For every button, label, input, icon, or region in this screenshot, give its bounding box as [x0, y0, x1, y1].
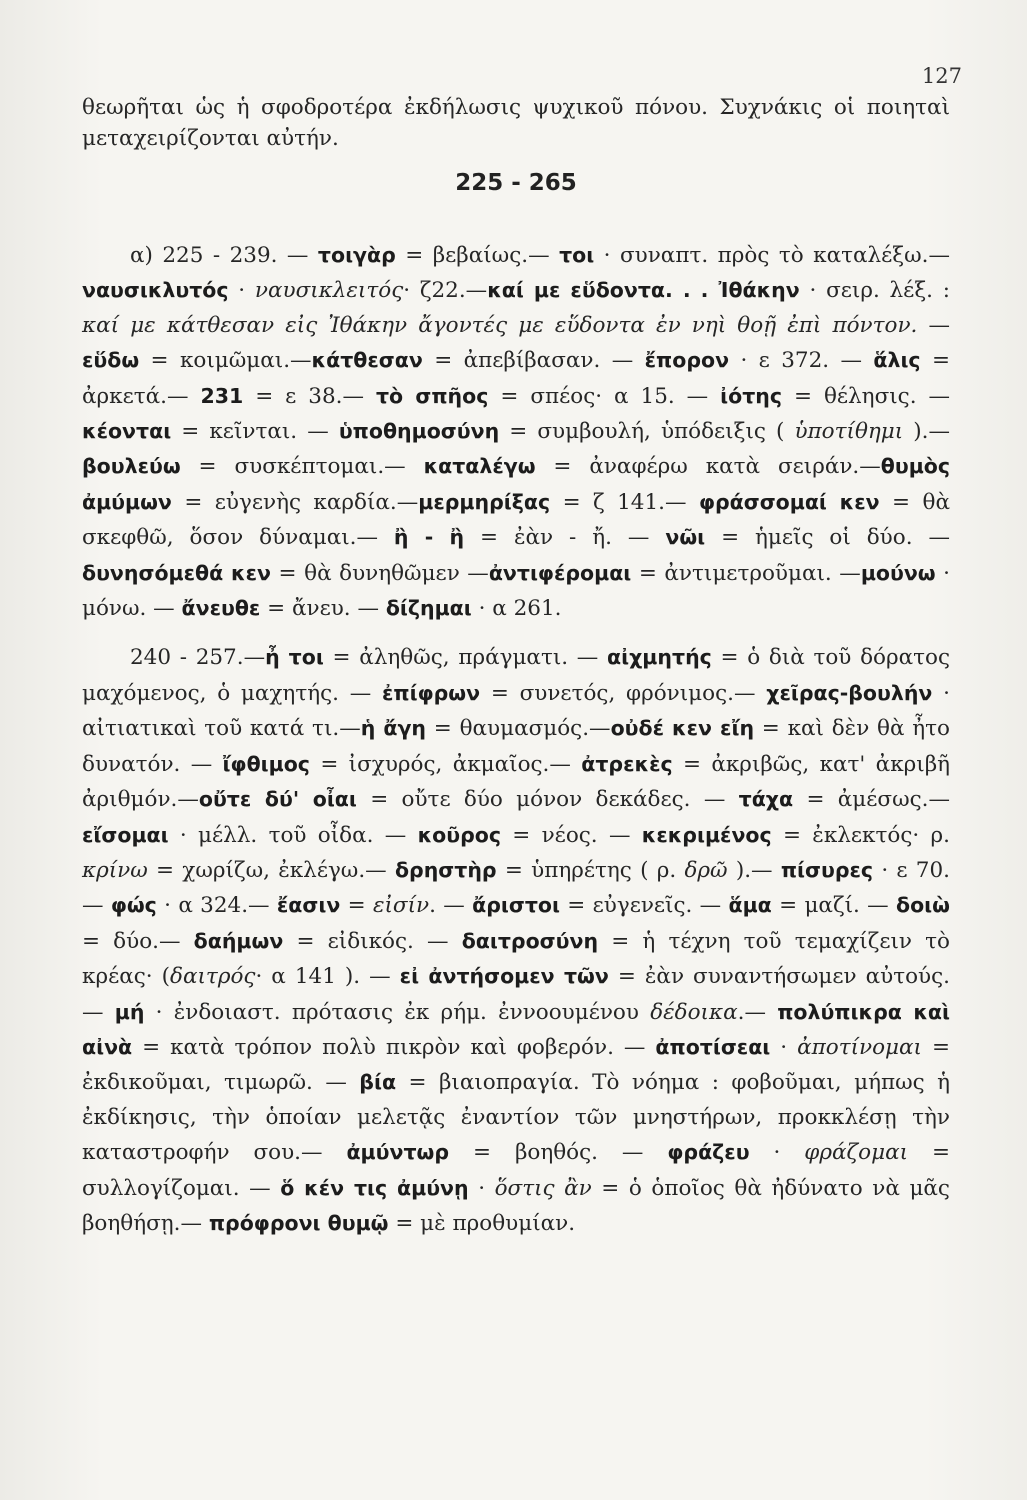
- gloss-text: = συνετός, φρόνιμος.—: [480, 680, 767, 706]
- gloss-text: = βοηθός. —: [449, 1140, 668, 1166]
- gloss-text: = ἀρκετά.—: [82, 348, 951, 409]
- lemma-term: ἰότης: [720, 383, 783, 408]
- gloss-text: · σειρ. λέξ. :: [799, 278, 950, 304]
- gloss-text: = ἐὰν - ἤ. —: [464, 525, 666, 551]
- gloss-text: = μαζί. —: [771, 893, 897, 919]
- lemma-term: δαιτροσύνη: [461, 928, 599, 953]
- gloss-text: = ἀμέσως.—: [793, 787, 950, 813]
- gloss-text: .—: [737, 999, 778, 1025]
- gloss-text: = θὰ δυνηθῶμεν —: [271, 560, 489, 586]
- gloss-text: · μέλλ. τοῦ οἶδα. —: [168, 822, 418, 848]
- lemma-term: ἄνευθε: [181, 596, 261, 621]
- lemma-term: κέονται: [82, 419, 172, 444]
- gloss-text: ).—: [727, 857, 781, 883]
- gloss-text: · ε 70. —: [82, 857, 950, 919]
- lemma-term: ἅλις: [873, 348, 921, 373]
- lemma-term: τὸ σπῆος: [375, 383, 489, 408]
- gloss-text: = ζ 141.—: [550, 489, 699, 515]
- lemma-term: βία: [359, 1070, 397, 1095]
- lemma-term: μούνω: [860, 560, 936, 585]
- page-body: [82, 92, 950, 1241]
- italic-text: ναυσικλειτός: [254, 278, 404, 304]
- italic-text: εἰσίν: [372, 893, 430, 919]
- gloss-text: = βιαιοπραγία. Τὸ νόημα : φοβοῦμαι, μήπως ἡ ἐκδίκησις, τὴν ὁποίαν μελετᾷς ἐναντίον τῶν μνηστήρων, προκκλέσῃ τὴν καταστροφήν σου.—: [82, 1070, 950, 1166]
- gloss-text: ·: [770, 1034, 798, 1060]
- gloss-text: = ἄνευ. —: [260, 596, 386, 622]
- italic-text: καί με κάτθεσαν εἰς Ἰθάκην ἄγοντές με εὕδοντα ἐν νηὶ θοῇ ἐπὶ πόντον.: [82, 312, 918, 338]
- lemma-term: ὑποθημοσύνη: [338, 419, 500, 444]
- lemma-term: τοιγὰρ: [317, 243, 396, 267]
- gloss-text: · ζ22.—: [403, 278, 488, 304]
- gloss-text: —: [917, 312, 951, 338]
- section-heading: 225 - 265: [455, 170, 577, 196]
- commentary-paragraph-2: [82, 640, 950, 1241]
- lemma-term: φράζευ: [667, 1140, 750, 1165]
- gloss-text: · αἰτιατικαὶ τοῦ κατά τι.—: [82, 680, 950, 742]
- gloss-text: = ἀντιμετροῦμαι. —: [631, 560, 861, 586]
- lemma-term: ἔπορον: [644, 348, 730, 373]
- gloss-text: = ἐκδικοῦμαι, τιμωρῶ. —: [82, 1034, 950, 1096]
- gloss-text: = θαυμασμός.—: [426, 716, 611, 742]
- lemma-term: μερμηρίξας: [418, 489, 551, 514]
- lemma-term: πίσυρες: [780, 857, 874, 882]
- gloss-text: ·: [468, 1175, 495, 1201]
- gloss-text: · α 324.—: [156, 893, 277, 919]
- lemma-term: πολύπικρα καὶ αἰνὰ: [82, 999, 951, 1059]
- italic-text: δαιτρός: [170, 964, 256, 990]
- lemma-term: ἐπίφρων: [381, 680, 481, 705]
- gloss-text: = συμβουλή, ὑπόδειξις (: [499, 419, 795, 445]
- lemma-term: αἰχμητής: [607, 645, 712, 670]
- page-number: 127: [921, 64, 962, 88]
- gloss-text: · ε 372. —: [729, 348, 874, 374]
- gloss-text: = σπέος· α 15. —: [488, 383, 721, 409]
- lemma-term: δαήμων: [193, 928, 284, 953]
- gloss-text: · συναπτ. πρὸς τὸ καταλέξω.—: [594, 243, 950, 268]
- lemma-term: δίζημαι: [385, 596, 472, 621]
- gloss-text: = ἀκριβῶς, κατ' ἀκριβῆ ἀριθμόν.—: [82, 751, 951, 813]
- gloss-text: = ἀναφέρω κατὰ σειράν.—: [535, 454, 881, 480]
- gloss-text: = βεβαίως.—: [395, 243, 560, 268]
- gloss-text: = οὔτε δύο μόνον δεκάδες. —: [356, 787, 739, 813]
- italic-text: δέδοικα: [650, 999, 738, 1025]
- gloss-text: = νέος. —: [500, 822, 642, 848]
- gloss-text: = μὲ προθυμίαν.: [388, 1210, 576, 1236]
- gloss-text: . —: [429, 893, 473, 919]
- gloss-text: = ἡ τέχνη τοῦ τεμαχίζειν τὸ κρέας· (: [82, 928, 950, 990]
- gloss-text: = εἰδικός. —: [283, 928, 462, 954]
- gloss-text: = ὁ διὰ τοῦ δόρατος μαχόμενος, ὁ μαχητής. —: [82, 645, 951, 706]
- lemma-term: τοι: [559, 243, 595, 267]
- italic-text: φράζομαι: [804, 1140, 909, 1166]
- gloss-text: ·: [228, 278, 255, 304]
- lemma-term: καταλέγω: [423, 454, 536, 479]
- lemma-term: βουλεύω: [82, 454, 181, 479]
- lemma-term: μή: [114, 999, 145, 1024]
- gloss-text: = κατὰ τρόπον πολὺ πικρὸν καὶ φοβερόν. —: [132, 1034, 656, 1060]
- italic-text: ὅστις ἂν: [494, 1175, 592, 1201]
- gloss-text: · ἐνδοιαστ. πρότασις ἐκ ρήμ. ἐννοουμένου: [144, 999, 651, 1025]
- gloss-text: = ἀληθῶς, πράγματι. —: [323, 645, 608, 671]
- gloss-text: 240 - 257.—: [130, 645, 266, 671]
- gloss-text: α) 225 - 239. —: [130, 243, 318, 268]
- gloss-text: · α 261.: [471, 596, 562, 622]
- italic-text: κρίνω: [82, 857, 148, 883]
- gloss-text: = συλλογίζομαι. —: [82, 1140, 950, 1201]
- lemma-term: κοῦρος: [417, 822, 501, 847]
- lemma-term: φώς: [110, 893, 157, 918]
- lemma-term: ἀτρεκὲς: [581, 751, 673, 776]
- lemma-term: ἔασιν: [276, 893, 341, 918]
- lemma-term: δοιὼ: [896, 893, 950, 918]
- gloss-text: =: [340, 893, 373, 919]
- gloss-text: = ὁ ὁποῖος θὰ ἠδύνατο νὰ μᾶς βοηθήσῃ.—: [82, 1175, 950, 1236]
- lemma-term: οὐδέ κεν εἴη: [610, 716, 755, 741]
- gloss-text: = ἡμεῖς οἱ δύο. —: [705, 525, 950, 551]
- lemma-term: ἦ τοι: [265, 645, 324, 670]
- lemma-term: ἀμύντωρ: [346, 1140, 450, 1165]
- gloss-text: = θέλησις. —: [782, 383, 951, 409]
- gloss-text: = κεῖνται. —: [171, 419, 339, 445]
- lemma-term: δρηστὴρ: [394, 857, 497, 882]
- italic-text: ὑποτίθημι: [794, 419, 904, 445]
- gloss-text: ·: [749, 1140, 805, 1166]
- italic-text: ἀποτίνομαι: [797, 1034, 922, 1060]
- commentary-paragraph-1: [82, 238, 950, 626]
- gloss-text: = θὰ σκεφθῶ, ὅσον δύναμαι.—: [82, 489, 950, 551]
- lemma-term: ἢ - ἢ: [393, 525, 465, 550]
- gloss-text: = κοιμῶμαι.—: [139, 348, 312, 374]
- gloss-text: = δύο.—: [82, 928, 194, 954]
- lemma-term: ἄριστοι: [472, 893, 560, 918]
- lemma-term: θυμὸς ἀμύμων: [82, 454, 951, 514]
- lemma-term: χεῖρας-βουλήν: [766, 680, 933, 705]
- lemma-term: ἀντιφέρομαι: [488, 560, 632, 585]
- lemma-term: καί με εὕδοντα. . . Ἰθάκην: [487, 278, 800, 303]
- italic-text: δρῶ: [684, 857, 728, 883]
- gloss-text: = εὐγενεῖς. —: [559, 893, 729, 919]
- lemma-term: κεκριμένος: [641, 822, 772, 847]
- lemma-term: πρόφρονι θυμῷ: [208, 1210, 389, 1235]
- gloss-text: ).—: [903, 419, 950, 445]
- gloss-text: = ἰσχυρός, ἀκμαῖος.—: [309, 751, 582, 777]
- lemma-term: ἴφθιμος: [222, 751, 310, 776]
- lemma-term: δυνησόμεθά κεν: [82, 560, 271, 585]
- lemma-term: εἰ ἀντήσομεν τῶν: [399, 964, 609, 989]
- lemma-term: οὔτε δύ' οἶαι: [198, 787, 357, 812]
- lemma-term: ἀποτίσεαι: [655, 1034, 771, 1059]
- gloss-text: = συσκέπτομαι.—: [180, 454, 424, 480]
- lemma-term: φράσσομαί κεν: [698, 489, 880, 514]
- gloss-text: = ἐκλεκτός· ρ.: [771, 822, 950, 848]
- lemma-term: 231: [200, 383, 244, 408]
- lemma-term: κάτθεσαν: [311, 348, 423, 373]
- gloss-text: = ὑπηρέτης ( ρ.: [496, 857, 685, 883]
- gloss-text: = καὶ δὲν θὰ ἦτο δυνατόν. —: [82, 716, 950, 777]
- lemma-term: εἴσομαι: [82, 822, 169, 847]
- gloss-text: · α 141 ). —: [255, 964, 400, 990]
- gloss-text: = ἀπεβίβασαν. —: [422, 348, 645, 374]
- lemma-term: εὕδω: [82, 348, 140, 373]
- gloss-text: = ἐὰν συναντήσωμεν αὐτούς. —: [82, 964, 950, 1025]
- lemma-term: ἅμα: [728, 893, 772, 918]
- lemma-term: νῶι: [665, 525, 706, 550]
- gloss-text: · μόνω. —: [82, 560, 950, 622]
- gloss-text: = εὐγενὴς καρδία.—: [171, 489, 419, 515]
- lemma-term: ἡ ἄγη: [360, 716, 427, 741]
- intro-text: θεωρῆται ὡς ἡ σφοδροτέρα ἐκδήλωσις ψυχικοῦ πόνου. Συχνάκις οἱ ποιηταὶ μεταχειρίζονται αὐτήν.: [82, 95, 950, 151]
- gloss-text: = χωρίζω, ἐκλέγω.—: [147, 857, 395, 883]
- lemma-term: ὅ κέν τις ἀμύνῃ: [280, 1175, 469, 1200]
- lemma-term: τάχα: [738, 787, 794, 812]
- lemma-term: ναυσικλυτός: [82, 278, 229, 303]
- gloss-text: = ε 38.—: [243, 383, 376, 409]
